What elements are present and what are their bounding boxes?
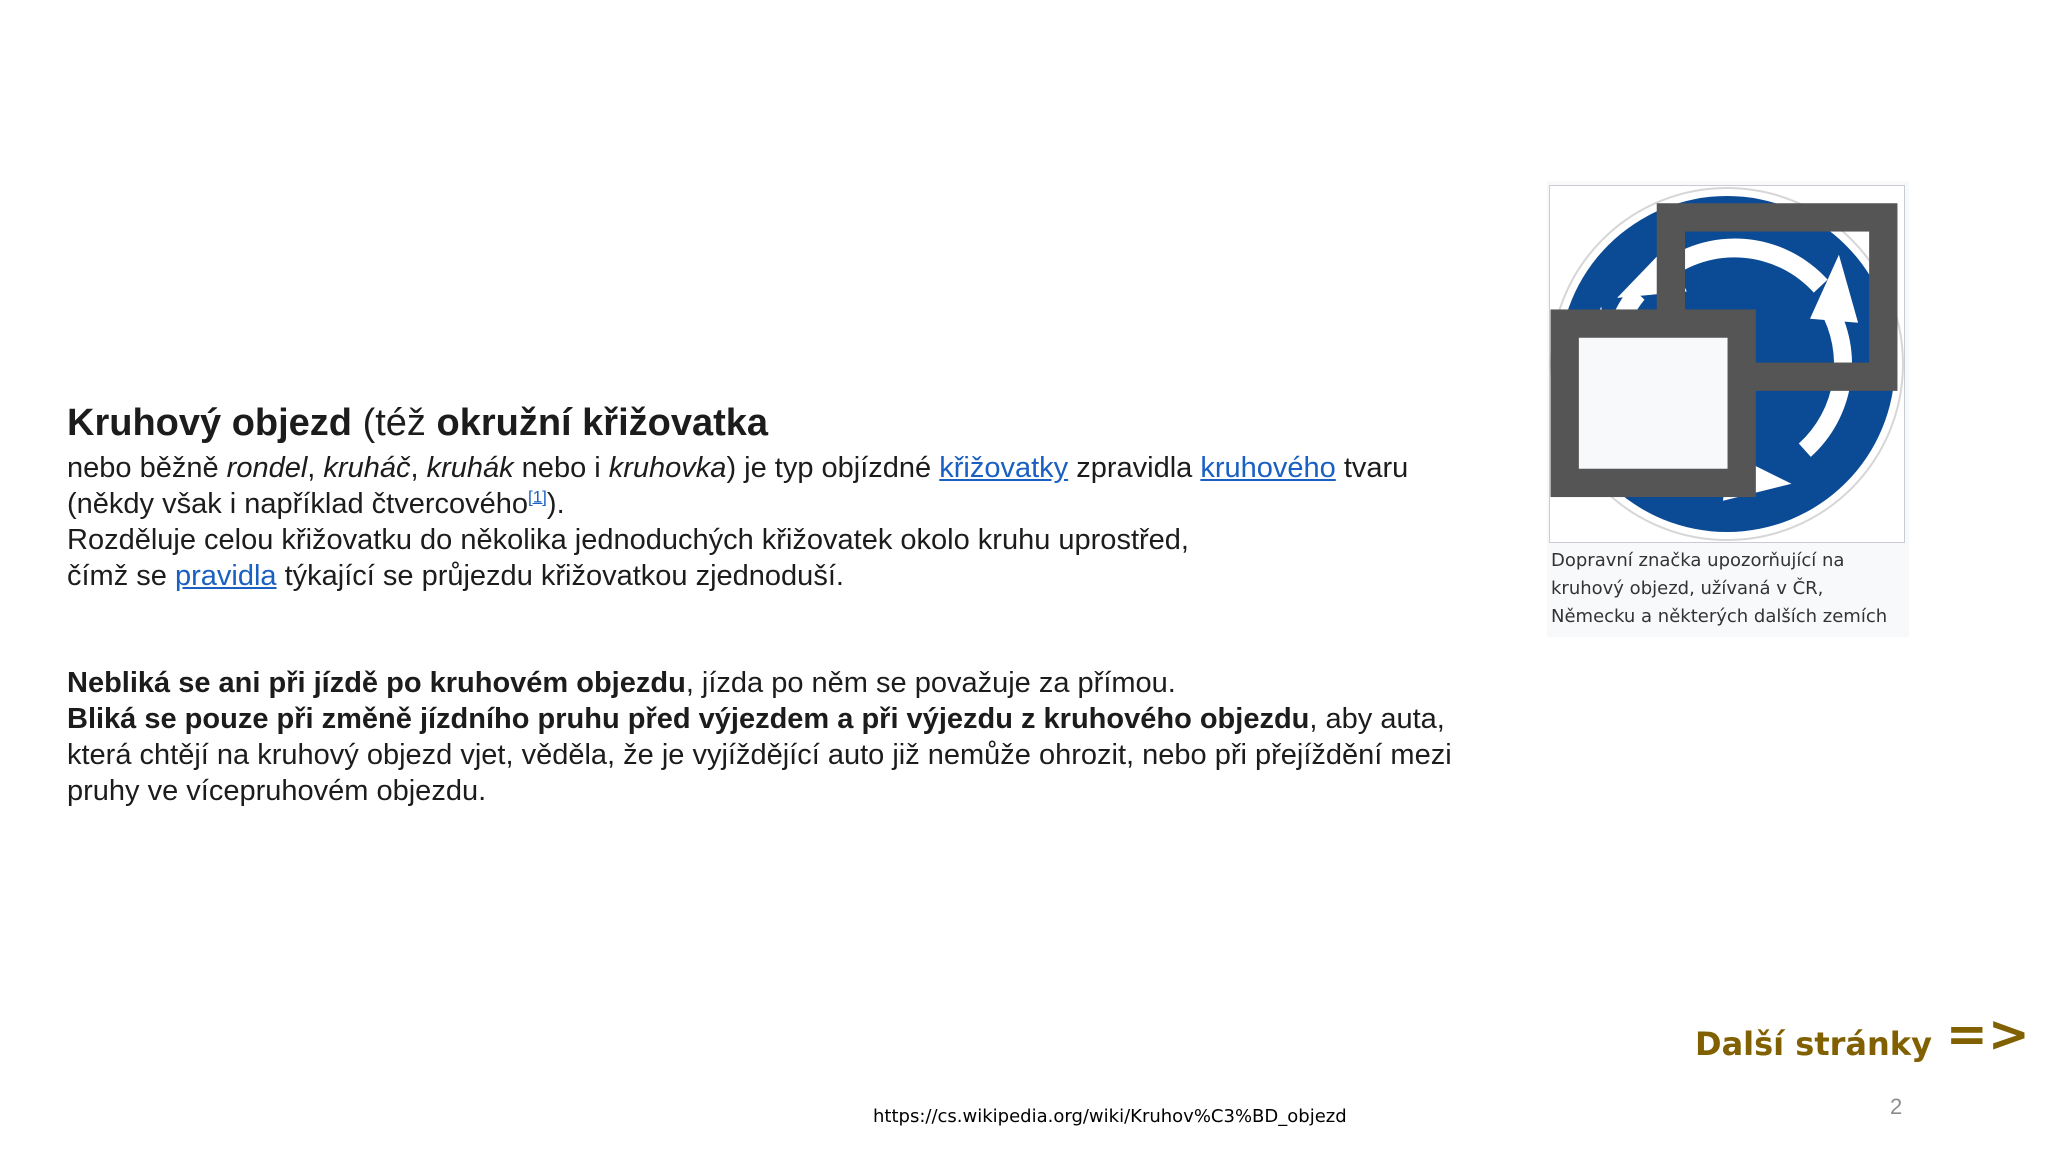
reference-link-1[interactable]: [1] bbox=[528, 487, 547, 507]
intro-line-3: Rozděluje celou křižovatku do několika jednoduchých křižovatek okolo kruhu uprostřed, bbox=[67, 524, 1189, 556]
rule-line-3: která chtějí na kruhový objezd vjet, věděla, že je vyjíždějící auto již nemůže ohrozit, nebo při přejíždění mezi bbox=[67, 739, 1452, 771]
article-title: Kruhový objezd (též okružní křižovatka bbox=[67, 402, 769, 444]
next-pages-link[interactable] bbox=[1695, 1005, 2030, 1065]
next-arrow-icon: => bbox=[1945, 1005, 2030, 1063]
intro-paragraph bbox=[67, 398, 1517, 594]
source-url[interactable]: https://cs.wikipedia.org/wiki/Kruhov%C3%BD_objezd bbox=[873, 1106, 1347, 1127]
signaling-rules-paragraph bbox=[67, 665, 1517, 809]
intro-line-4: čímž se pravidla týkající se průjezdu křižovatkou zjednoduší. bbox=[67, 560, 844, 592]
rule-line-2: Bliká se pouze při změně jízdního pruhu před výjezdem a při výjezdu z kruhového objezdu, aby auta, bbox=[67, 703, 1445, 735]
figure-caption: Dopravní značka upozorňující na kruhový objezd, užívaná v ČR, Německu a některých dalších zemích bbox=[1551, 550, 1888, 627]
rule-line-1: Nebliká se ani při jízdě po kruhovém objezdu, jízda po něm se považuje za přímou. bbox=[67, 667, 1176, 699]
next-pages-label: Další stránky bbox=[1695, 1025, 1932, 1063]
page-number: 2 bbox=[1890, 1094, 1903, 1119]
intro-line-1: nebo běžně rondel, kruháč, kruhák nebo i kruhovka) je typ objízdné křižovatky zpravidla kruhového tvaru bbox=[67, 452, 1409, 484]
link-pravidla[interactable]: pravidla bbox=[174, 560, 277, 592]
enlarge-icon[interactable] bbox=[1547, 181, 1901, 537]
title-term: Kruhový objezd bbox=[67, 402, 353, 444]
roundabout-sign-figure bbox=[1547, 181, 1909, 637]
link-kruhoveho[interactable]: kruhového bbox=[1200, 452, 1336, 484]
rule-line-4: pruhy ve vícepruhovém objezdu. bbox=[67, 775, 487, 807]
title-alt-term: okružní křižovatka bbox=[436, 402, 769, 444]
intro-line-2: (někdy však i například čtvercového[1]). bbox=[67, 487, 565, 520]
link-krizovatky[interactable]: křižovatky bbox=[939, 452, 1069, 484]
